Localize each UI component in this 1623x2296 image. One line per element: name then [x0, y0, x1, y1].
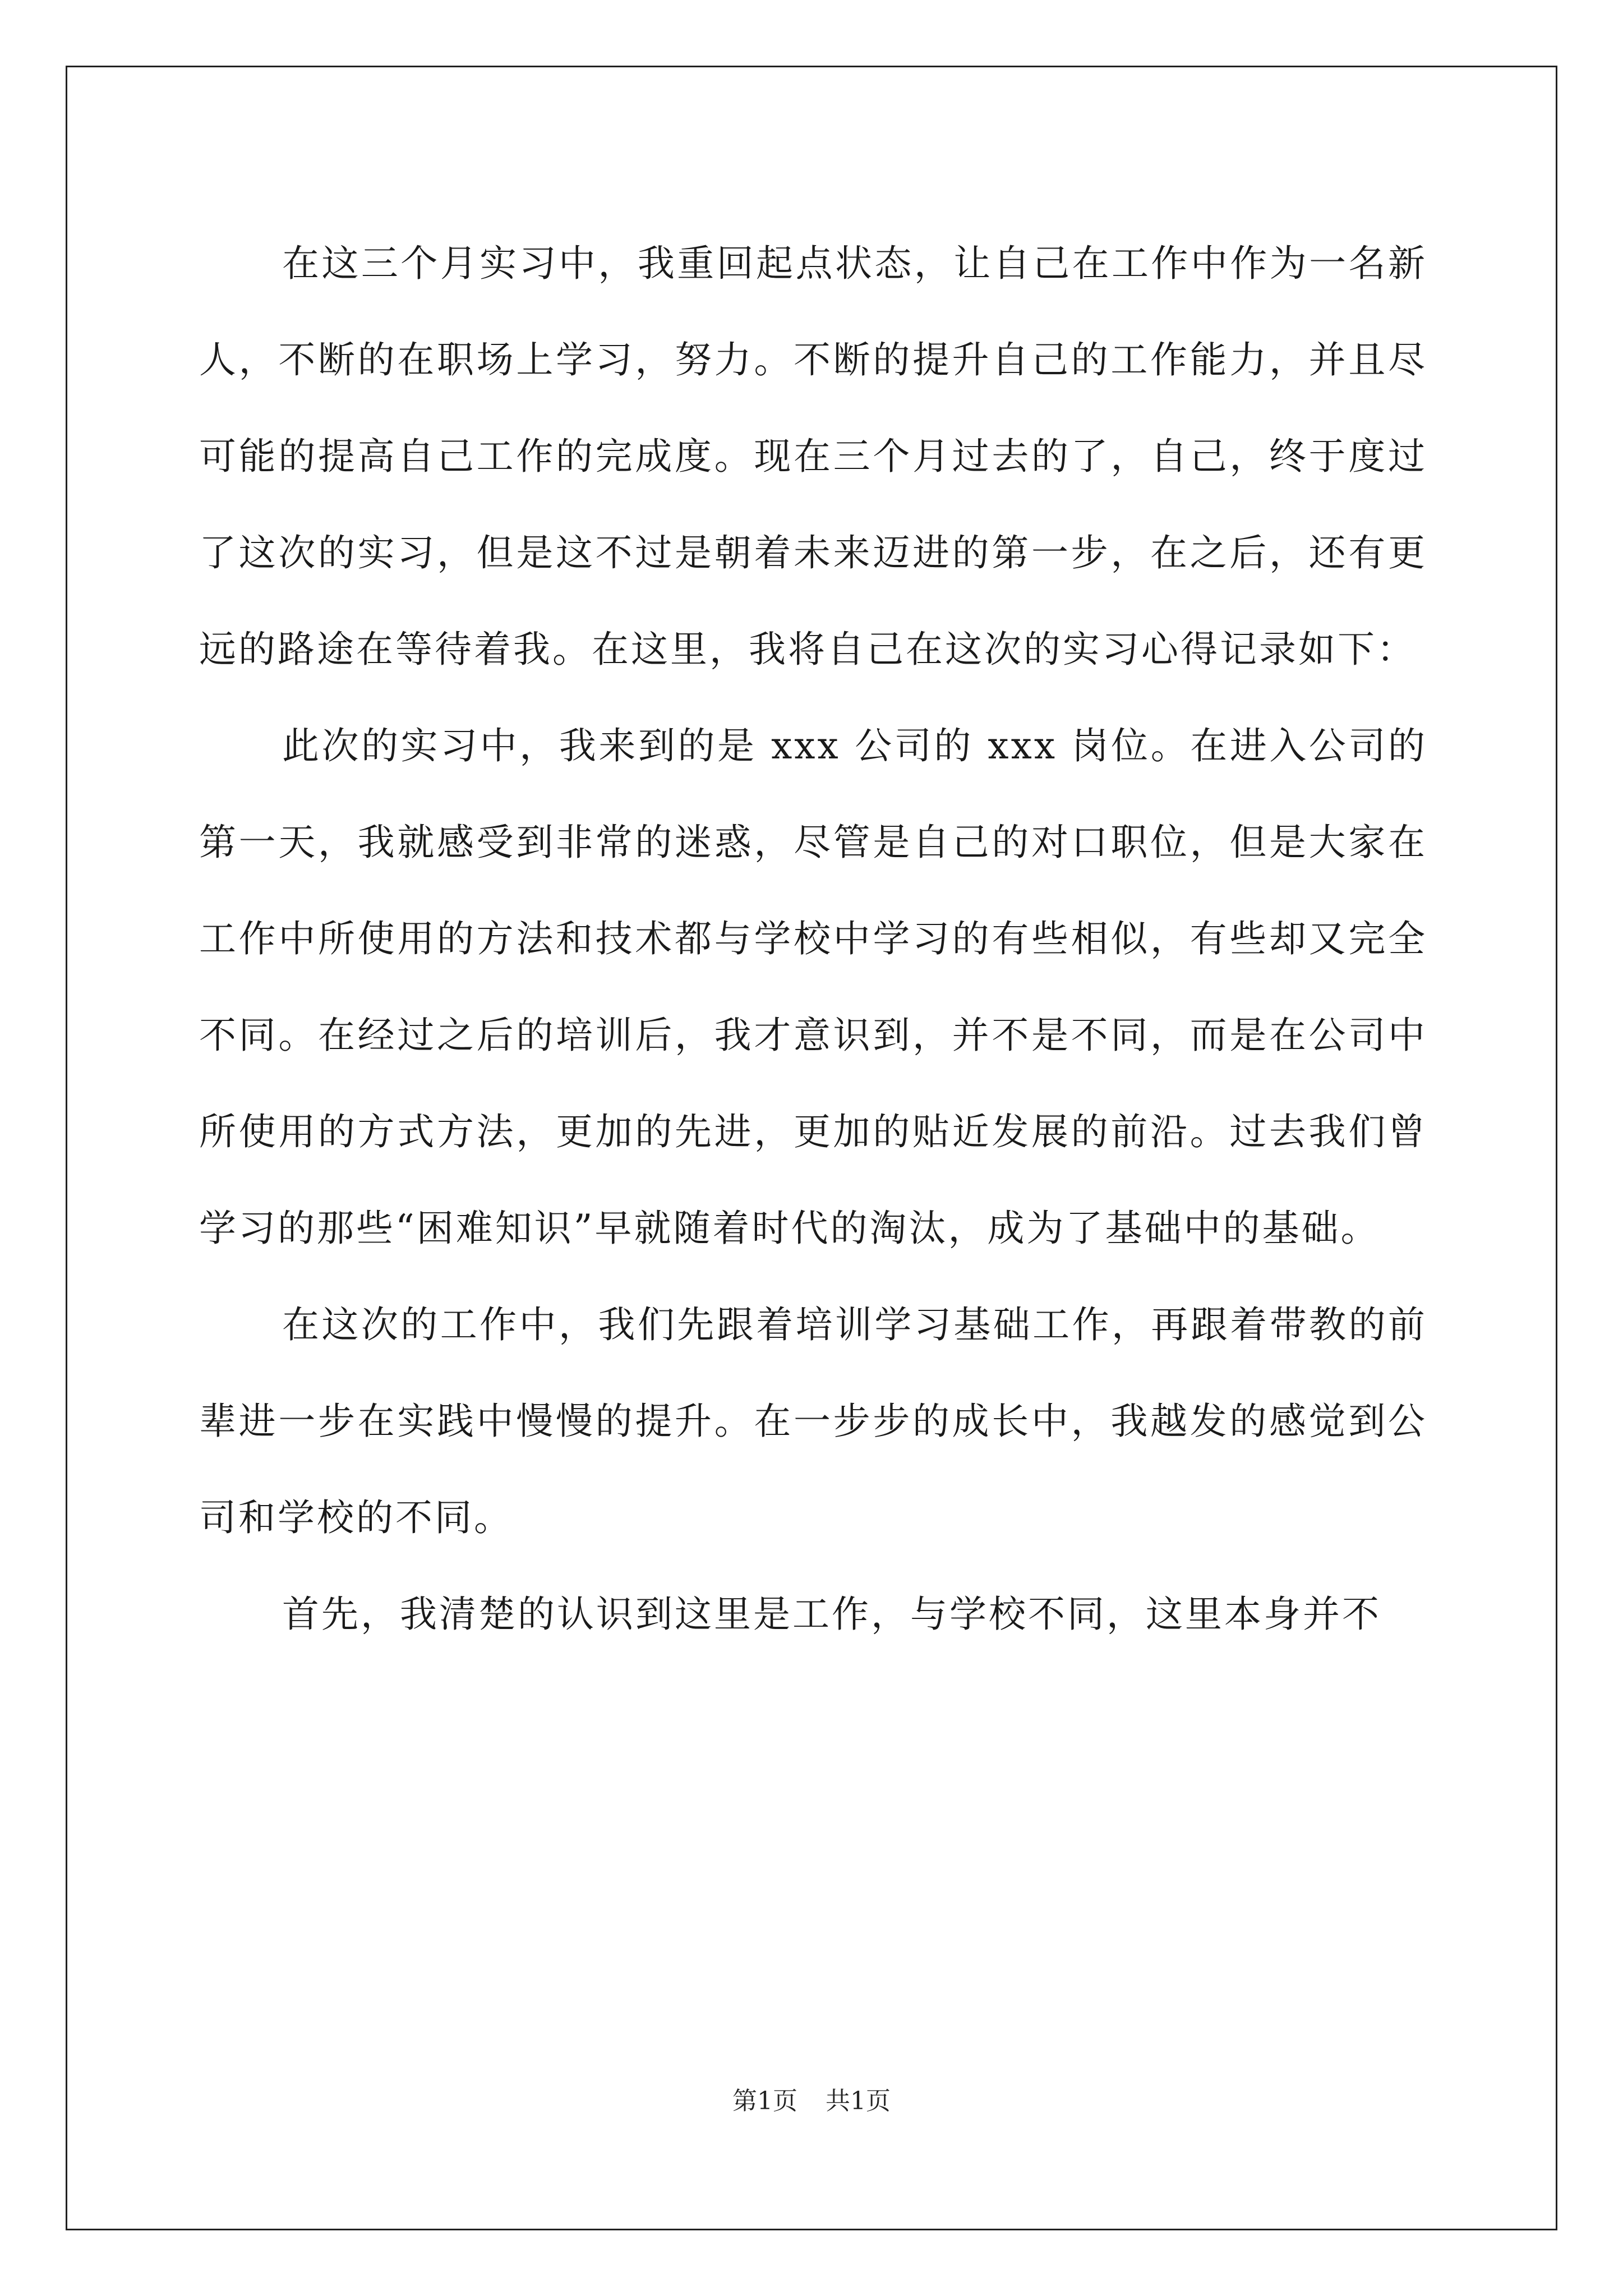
page-footer	[0, 2085, 1623, 2118]
paragraph: 此次的实习中，我来到的是 xxx 公司的 xxx 岗位。在进入公司的第一天，我就感受到非常的迷惑，尽管是自己的对口职位，但是大家在工作中所使用的方法和技术都与学校中学习的有些相似，有些却又完全不同。在经过之后的培训后，我才意识到，并不是不同，而是在公司中所使用的方式方法，更加的先进，更加的贴近发展的前沿。过去我们曾学习的那些“困难知识”早就随着时代的淘汰，成为了基础中的基础。	[199, 724, 1427, 1250]
paragraph: 在这三个月实习中，我重回起点状态，让自己在工作中作为一名新人，不断的在职场上学习，努力。不断的提升自己的工作能力，并且尽可能的提高自己工作的完成度。现在三个月过去的了，自己，终于度过了这次的实习，但是这不过是朝着未来迈进的第一步，在之后，还有更远的路途在等待着我。在这里，我将自己在这次的实习心得记录如下：	[199, 242, 1427, 671]
page-number-total: 共1页	[826, 2087, 891, 2115]
paragraph: 在这次的工作中，我们先跟着培训学习基础工作，再跟着带教的前辈进一步在实践中慢慢的提升。在一步步的成长中，我越发的感觉到公司和学校的不同。	[199, 1303, 1427, 1539]
page-number-current: 第1页	[732, 2087, 797, 2115]
document-body	[199, 215, 1427, 1663]
paragraph: 首先，我清楚的认识到这里是工作，与学校不同，这里本身并不	[282, 1593, 1381, 1636]
